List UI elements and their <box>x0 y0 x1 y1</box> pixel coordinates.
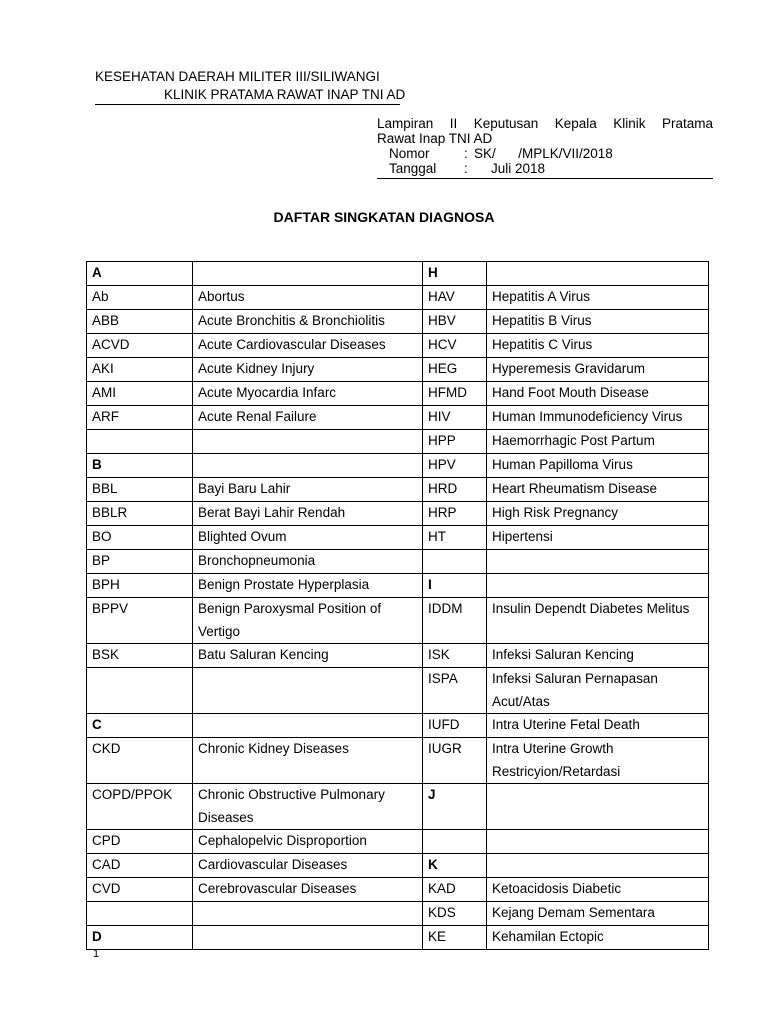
table-row <box>87 262 709 286</box>
abbreviation-cell: HT <box>423 526 487 550</box>
abbreviation-cell: AMI <box>87 382 193 406</box>
abbreviation-cell: HIV <box>423 406 487 430</box>
meaning-cell <box>487 574 709 598</box>
abbreviation-cell: BP <box>87 550 193 574</box>
tanggal-separator: : <box>464 161 468 176</box>
meaning-cell: Benign Paroxysmal Position of Vertigo <box>193 598 423 644</box>
abbreviation-cell: KDS <box>423 902 487 926</box>
meaning-cell: Insulin Dependt Diabetes Melitus <box>487 598 709 644</box>
table-row <box>87 358 709 382</box>
meaning-cell <box>193 714 423 738</box>
abbreviation-cell: IUGR <box>423 738 487 784</box>
section-letter-cell: J <box>423 784 487 830</box>
meaning-cell <box>193 902 423 926</box>
meaning-cell <box>487 830 709 854</box>
table-row <box>87 574 709 598</box>
abbreviation-cell <box>423 550 487 574</box>
table-row <box>87 668 709 714</box>
meaning-cell: Cephalopelvic Disproportion <box>193 830 423 854</box>
abbreviation-cell: BSK <box>87 644 193 668</box>
meaning-cell: Infeksi Saluran Kencing <box>487 644 709 668</box>
table-row <box>87 550 709 574</box>
abbreviation-cell <box>87 902 193 926</box>
document-title: DAFTAR SINGKATAN DIAGNOSA <box>273 209 495 225</box>
abbreviation-cell: ACVD <box>87 334 193 358</box>
table-row <box>87 526 709 550</box>
meaning-cell: Acute Cardiovascular Diseases <box>193 334 423 358</box>
table-row <box>87 902 709 926</box>
abbreviation-cell: AKI <box>87 358 193 382</box>
meaning-cell: Hand Foot Mouth Disease <box>487 382 709 406</box>
section-letter-cell: D <box>87 926 193 950</box>
table-row <box>87 714 709 738</box>
abbreviation-cell <box>87 668 193 714</box>
abbreviation-cell: CPD <box>87 830 193 854</box>
abbreviation-cell: ISK <box>423 644 487 668</box>
meaning-cell: Benign Prostate Hyperplasia <box>193 574 423 598</box>
nomor-row <box>377 146 713 161</box>
meaning-cell: Intra Uterine Fetal Death <box>487 714 709 738</box>
section-letter-cell: C <box>87 714 193 738</box>
abbreviation-cell: COPD/PPOK <box>87 784 193 830</box>
meaning-cell: Chronic Kidney Diseases <box>193 738 423 784</box>
abbreviation-cell: HBV <box>423 310 487 334</box>
meaning-cell: Haemorrhagic Post Partum <box>487 430 709 454</box>
table-row <box>87 382 709 406</box>
abbreviation-cell: HRP <box>423 502 487 526</box>
meaning-cell <box>193 262 423 286</box>
meaning-cell: Heart Rheumatism Disease <box>487 478 709 502</box>
meaning-cell <box>193 430 423 454</box>
nomor-value: SK/ /MPLK/VII/2018 <box>474 146 613 161</box>
meaning-cell: Ketoacidosis Diabetic <box>487 878 709 902</box>
abbreviation-cell: HAV <box>423 286 487 310</box>
meaning-cell: Berat Bayi Lahir Rendah <box>193 502 423 526</box>
table-row <box>87 784 709 830</box>
meaning-cell <box>193 454 423 478</box>
abbreviation-cell: CKD <box>87 738 193 784</box>
meaning-cell: Bayi Baru Lahir <box>193 478 423 502</box>
meaning-cell: Batu Saluran Kencing <box>193 644 423 668</box>
attachment-line2: Rawat Inap TNI AD <box>377 131 493 146</box>
meaning-cell: Human Papilloma Virus <box>487 454 709 478</box>
abbreviation-cell: HFMD <box>423 382 487 406</box>
abbreviation-cell: BBLR <box>87 502 193 526</box>
section-letter-cell: K <box>423 854 487 878</box>
meaning-cell: Acute Myocardia Infarc <box>193 382 423 406</box>
attachment-line1: Lampiran II Keputusan Kepala Klinik Pratama <box>377 116 713 131</box>
meaning-cell: Acute Bronchitis & Bronchiolitis <box>193 310 423 334</box>
meaning-cell: Intra Uterine Growth Restricyion/Retardasi <box>487 738 709 784</box>
abbreviation-cell: BPPV <box>87 598 193 644</box>
abbreviation-cell: BO <box>87 526 193 550</box>
letterhead-line1: KESEHATAN DAERAH MILITER III/SILIWANGI <box>95 69 380 84</box>
meaning-cell: Hepatitis C Virus <box>487 334 709 358</box>
table-row <box>87 830 709 854</box>
abbreviation-cell: KE <box>423 926 487 950</box>
nomor-separator: : <box>464 146 468 161</box>
table-row <box>87 644 709 668</box>
table-row <box>87 598 709 644</box>
letterhead-line2: KLINIK PRATAMA RAWAT INAP TNI AD <box>164 87 406 102</box>
abbreviation-cell: ARF <box>87 406 193 430</box>
abbreviation-cell: BPH <box>87 574 193 598</box>
meaning-cell: Infeksi Saluran Pernapasan Acut/Atas <box>487 668 709 714</box>
tanggal-label: Tanggal <box>389 161 437 176</box>
abbreviation-cell: IUFD <box>423 714 487 738</box>
attachment-block <box>377 116 713 179</box>
abbreviation-cell: Ab <box>87 286 193 310</box>
abbreviation-cell: HPV <box>423 454 487 478</box>
meaning-cell <box>487 854 709 878</box>
meaning-cell: Hepatitis B Virus <box>487 310 709 334</box>
tanggal-value: Juli 2018 <box>491 161 546 176</box>
meaning-cell: Blighted Ovum <box>193 526 423 550</box>
table-row <box>87 738 709 784</box>
tanggal-row <box>377 161 713 176</box>
meaning-cell <box>487 784 709 830</box>
table-row <box>87 430 709 454</box>
meaning-cell <box>487 550 709 574</box>
abbreviation-cell: CVD <box>87 878 193 902</box>
abbreviation-cell: ISPA <box>423 668 487 714</box>
diagnosis-table <box>86 261 709 950</box>
table-row <box>87 478 709 502</box>
section-letter-cell: A <box>87 262 193 286</box>
table-row <box>87 878 709 902</box>
section-letter-cell: I <box>423 574 487 598</box>
meaning-cell: Hipertensi <box>487 526 709 550</box>
abbreviation-cell: KAD <box>423 878 487 902</box>
meaning-cell <box>193 668 423 714</box>
abbreviation-cell <box>423 830 487 854</box>
abbreviation-cell: ABB <box>87 310 193 334</box>
meaning-cell: Cerebrovascular Diseases <box>193 878 423 902</box>
table-row <box>87 502 709 526</box>
meaning-cell: Abortus <box>193 286 423 310</box>
letterhead-rule <box>95 104 400 105</box>
meaning-cell: Human Immunodeficiency Virus <box>487 406 709 430</box>
table-row <box>87 310 709 334</box>
meaning-cell: Hyperemesis Gravidarum <box>487 358 709 382</box>
abbreviation-cell: BBL <box>87 478 193 502</box>
abbreviation-cell: CAD <box>87 854 193 878</box>
section-letter-cell: H <box>423 262 487 286</box>
page-number: 1 <box>93 948 100 960</box>
attachment-rule <box>377 178 713 179</box>
table-row <box>87 854 709 878</box>
letterhead <box>95 68 406 105</box>
diagnosis-table-body <box>87 262 709 950</box>
abbreviation-cell: HCV <box>423 334 487 358</box>
abbreviation-cell: HEG <box>423 358 487 382</box>
abbreviation-cell: HPP <box>423 430 487 454</box>
meaning-cell: Cardiovascular Diseases <box>193 854 423 878</box>
meaning-cell: Bronchopneumonia <box>193 550 423 574</box>
table-row <box>87 286 709 310</box>
nomor-label: Nomor <box>389 146 430 161</box>
abbreviation-cell: IDDM <box>423 598 487 644</box>
meaning-cell <box>193 926 423 950</box>
meaning-cell: Acute Kidney Injury <box>193 358 423 382</box>
meaning-cell: Kejang Demam Sementara <box>487 902 709 926</box>
table-row <box>87 334 709 358</box>
meaning-cell: Chronic Obstructive Pulmonary Diseases <box>193 784 423 830</box>
meaning-cell: Hepatitis A Virus <box>487 286 709 310</box>
meaning-cell: Kehamilan Ectopic <box>487 926 709 950</box>
table-row <box>87 454 709 478</box>
meaning-cell: High Risk Pregnancy <box>487 502 709 526</box>
table-row <box>87 406 709 430</box>
abbreviation-cell <box>87 430 193 454</box>
meaning-cell <box>487 262 709 286</box>
table-row <box>87 926 709 950</box>
meaning-cell: Acute Renal Failure <box>193 406 423 430</box>
section-letter-cell: B <box>87 454 193 478</box>
abbreviation-cell: HRD <box>423 478 487 502</box>
